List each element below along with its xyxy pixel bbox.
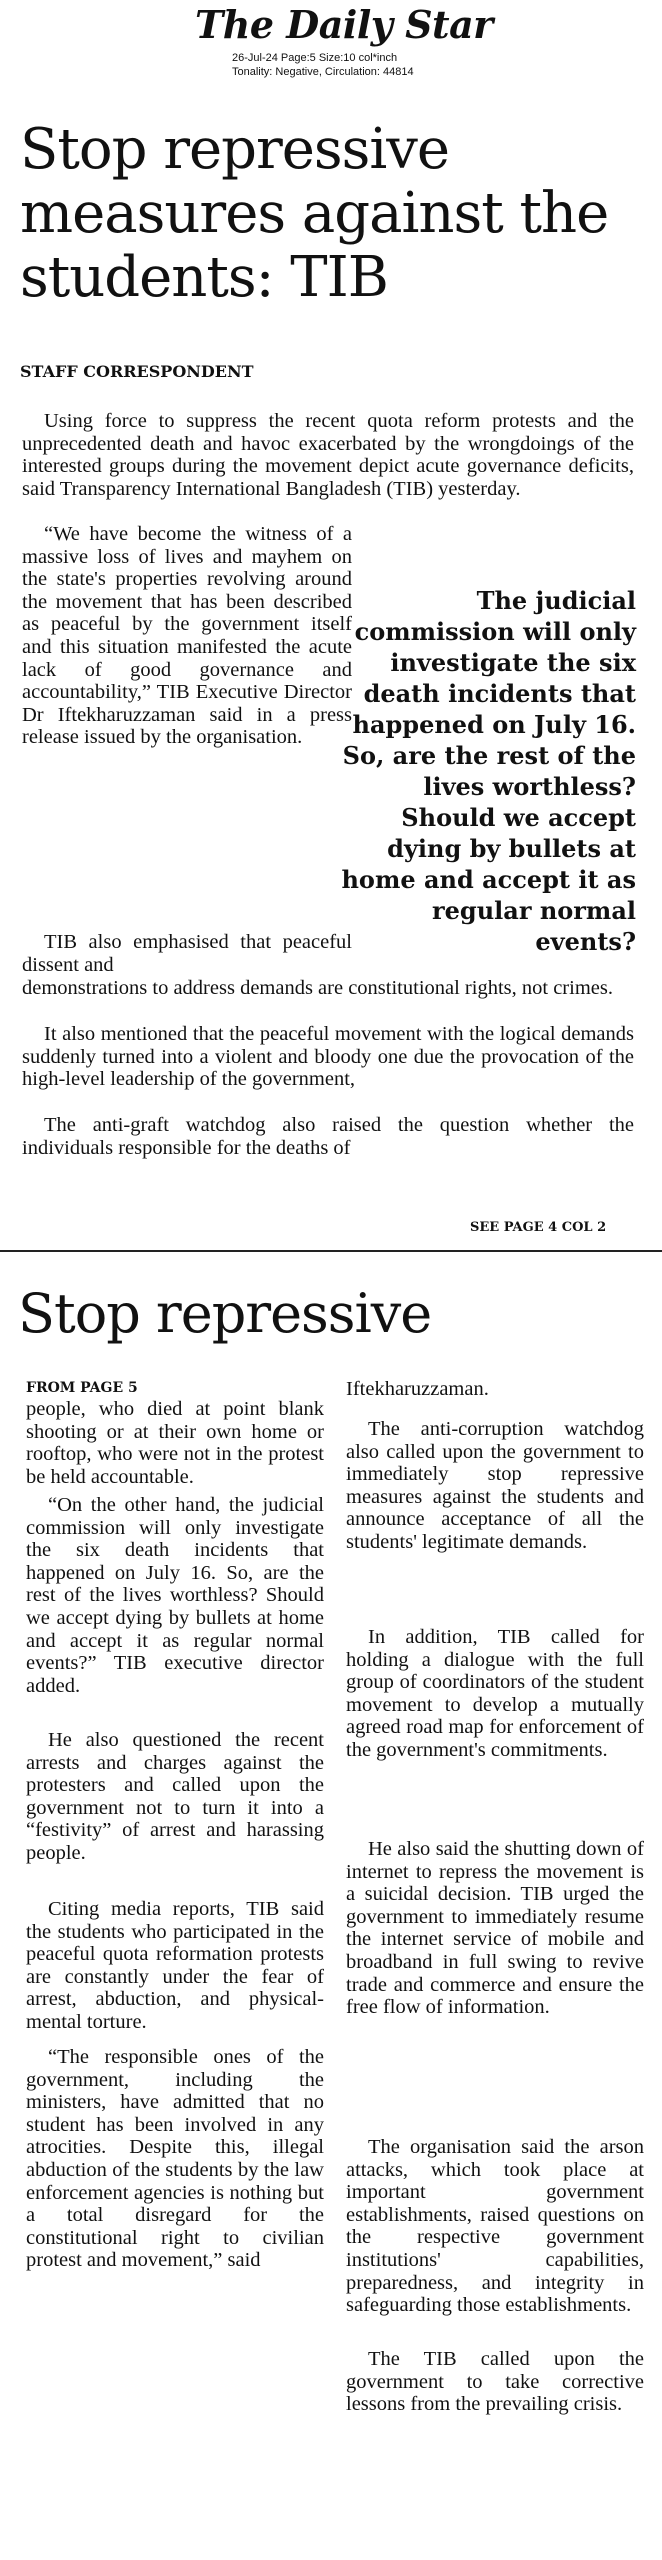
byline: STAFF CORRESPONDENT [20, 362, 254, 381]
jump-headline: Stop repressive [18, 1282, 432, 1345]
lede-paragraph: Using force to suppress the recent quota reform protests and the unprecedented death and havoc exacerbated by the wrongdoings of the interested groups during the movement depict acute governance deficits, said Transparency International Bangladesh (TIB) yesterday. [22, 410, 634, 500]
jump-paragraph: people, who died at point blank shooting or at their own home or rooftop, who were not in the protest be held accountable. [26, 1398, 324, 1488]
jump-paragraph: The organisation said the arson attacks, which took place at important government establishments, raised questions on the respective government institutions' capabilities, preparedness, and integrity in safeguarding those establishments. [346, 2136, 644, 2317]
pull-quote: The judicial commission will only investigate the six death incidents that happened on July 16. So, are the rest of the lives worthless? Should we accept dying by bullets at home and accept it as regular normal events? [341, 586, 636, 956]
jump-paragraph: “The responsible ones of the government, including the ministers, have admitted that no student has been involved in any atrocities. Despite this, illegal abduction of the students by the law enforcement agencies is nothing but a total disregard for the constitutional right to civilian protest and movement,” said [26, 2046, 324, 2272]
jump-paragraph: The TIB called upon the government to take corrective lessons from the prevailing crisis. [346, 2348, 644, 2416]
jump-paragraph: He also said the shutting down of internet to repress the movement is a suicidal decision. TIB urged the government to immediately resume the internet service of mobile and broadband in full swing to revive trade and commerce and ensure the free flow of information. [346, 1838, 644, 2019]
clipping-metadata: 26-Jul-24 Page:5 Size:10 col*inch [232, 52, 398, 64]
body-paragraph: “We have become the witness of a massive loss of lives and mayhem on the state's properties revolving around the movement that has been described as peaceful by the government itself and this situation manifested the acute lack of good governance and accountability,” TIB Executive Director Dr Iftekharuzzaman said in a press release issued by the organisation. [22, 523, 352, 749]
section-divider [0, 1250, 662, 1252]
body-paragraph: demonstrations to address demands are constitutional rights, not crimes. [22, 977, 613, 999]
jump-paragraph: “On the other hand, the judicial commission will only investigate the six death incidents that happened on July 16. So, are the rest of the lives worthless? Should we accept dying by bullets at home and accept it as regular normal events?” TIB executive director added. [26, 1494, 324, 1697]
body-paragraph: The anti-graft watchdog also raised the question whether the individuals responsible for the deaths of [22, 1114, 634, 1159]
newspaper-logo: The Daily Star [195, 2, 493, 47]
article-headline: Stop repressive measures against the students: TIB [20, 117, 609, 310]
continuation-note: SEE PAGE 4 COL 2 [470, 1220, 607, 1235]
jump-paragraph: Iftekharuzzaman. [346, 1378, 489, 1400]
body-paragraph: TIB also emphasised that peaceful dissent and [22, 931, 352, 976]
body-paragraph: It also mentioned that the peaceful movement with the logical demands suddenly turned into a violent and bloody one due the provocation of the high-level leadership of the government, [22, 1023, 634, 1091]
from-page-note: FROM PAGE 5 [26, 1380, 138, 1396]
jump-paragraph: The anti-corruption watchdog also called upon the government to immediately stop repressive measures against the students and announce acceptance of all the students' legitimate demands. [346, 1418, 644, 1553]
jump-paragraph: Citing media reports, TIB said the students who participated in the peaceful quota reformation protests are constantly under the fear of arrest, abduction, and physical-mental torture. [26, 1898, 324, 2033]
masthead [0, 0, 662, 90]
jump-paragraph: He also questioned the recent arrests and charges against the protesters and called upon the government not to turn it into a “festivity” of arrest and harassing people. [26, 1729, 324, 1864]
clipping-tonality: Tonality: Negative, Circulation: 44814 [232, 66, 414, 78]
jump-paragraph: In addition, TIB called for holding a dialogue with the full group of coordinators of the student movement to develop a mutually agreed road map for enforcement of the government's commitments. [346, 1626, 644, 1761]
